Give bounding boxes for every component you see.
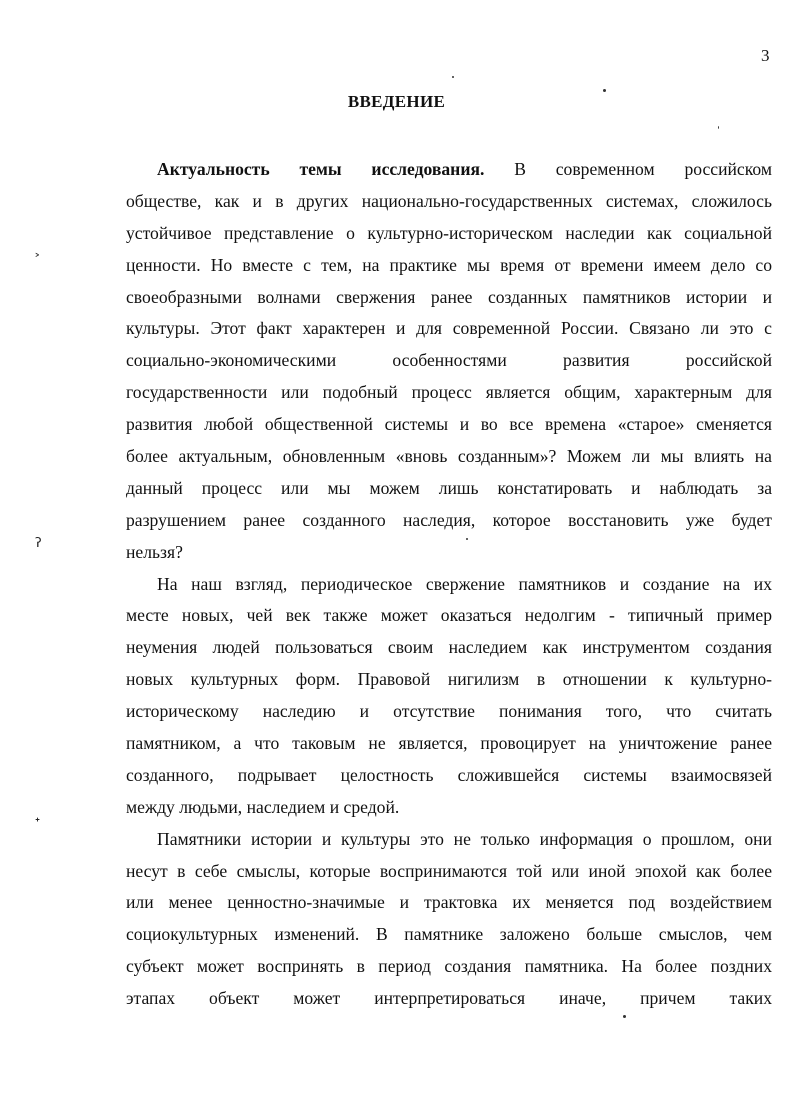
margin-mark: ˃ [34, 253, 41, 268]
scan-speck [466, 538, 468, 540]
scan-speck [452, 76, 454, 78]
text-line: обществе, как и в других национально-государственных системах, сложилось [126, 190, 772, 211]
text-line: между людьми, наследием и средой. [126, 796, 400, 817]
scan-speck [603, 89, 606, 92]
text-line: более актуальным, обновленным «вновь созданным»? Можем ли мы влиять на [126, 446, 772, 467]
line-text: В современном российском [514, 159, 772, 179]
text-line: историческому наследию и отсутствие понимания того, что считать [126, 701, 772, 722]
text-line: культуры. Этот факт характерен и для современной России. Связано ли это с [126, 318, 772, 339]
text-line: месте новых, чей век также может оказаться недолгим - типичный пример [126, 605, 772, 626]
text-line: Памятники истории и культуры это не только информация о прошлом, они [157, 828, 772, 849]
margin-mark: ˖ [35, 812, 41, 827]
text-line: неумения людей пользоваться своим наследием как инструментом создания [126, 637, 772, 658]
text-line: На наш взгляд, периодическое свержение памятников и создание на их [157, 573, 772, 594]
text-line [126, 154, 772, 186]
text-line: созданного, подрывает целостность сложившейся системы взаимосвязей [126, 764, 772, 785]
text-line: социокультурных изменений. В памятнике заложено больше смыслов, чем [126, 924, 772, 945]
text-line: несут в себе смыслы, которые воспринимаются той или иной эпохой как более [126, 860, 772, 881]
paragraph-lead: Актуальность темы исследования. [157, 159, 485, 179]
text-line: памятником, а что таковым не является, провоцирует на уничтожение ранее [126, 733, 772, 754]
text-line: государственности или подобный процесс является общим, характерным для [126, 382, 772, 403]
text-line: нельзя? [126, 541, 183, 562]
section-title: ВВЕДЕНИЕ [347, 92, 446, 111]
text-line: социально-экономическими особенностями развития российской [126, 350, 772, 371]
text-line: разрушением ранее созданного наследия, которое восстановить уже будет [126, 509, 772, 530]
text-line: развития любой общественной системы и во все времена «старое» сменяется [126, 414, 772, 435]
scan-speck [718, 126, 719, 129]
text-line: этапах объект может интерпретироваться иначе, причем таких [126, 988, 772, 1009]
page-number: 3 [761, 46, 770, 65]
text-line: устойчивое представление о культурно-историческом наследии как социальной [126, 222, 772, 243]
margin-mark: ʔ [35, 536, 42, 551]
body-text [126, 154, 772, 1015]
text-line: или менее ценностно-значимые и трактовка их меняется под воздействием [126, 892, 772, 913]
text-line: своеобразными волнами свержения ранее созданных памятников истории и [126, 286, 772, 307]
scan-speck [623, 1015, 626, 1018]
text-line: ценности. Но вместе с тем, на практике мы время от времени имеем дело со [126, 254, 772, 275]
text-line: субъект может воспринять в период создания памятника. На более поздних [126, 956, 772, 977]
text-line: новых культурных форм. Правовой нигилизм в отношении к культурно- [126, 669, 772, 690]
text-line: данный процесс или мы можем лишь констатировать и наблюдать за [126, 477, 772, 498]
